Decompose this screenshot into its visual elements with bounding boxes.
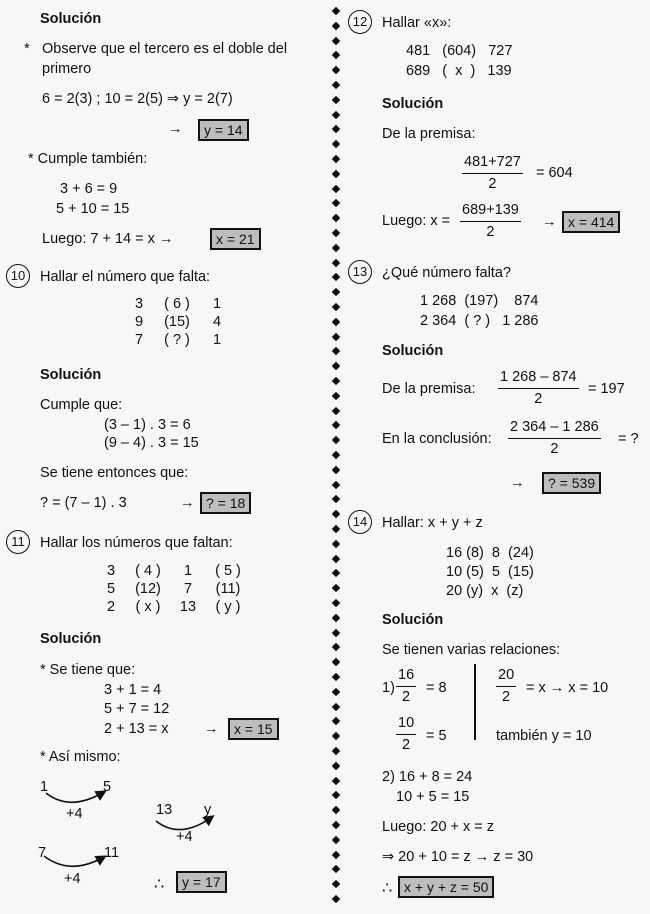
fraction-premise: $\frac{481+727}{2}$ — [464, 154, 521, 192]
cumple-que: Cumple que: — [40, 397, 123, 413]
arc-2-from: 13 — [156, 802, 173, 818]
divider-diamond — [332, 155, 340, 163]
solution-heading: Solución — [40, 367, 102, 383]
sum-line-1: 3 + 6 = 9 — [60, 181, 118, 197]
divider-diamond — [332, 584, 340, 592]
answer-box-q18: ? = 18 — [200, 492, 251, 514]
divider-diamond — [332, 362, 340, 370]
divider-diamond — [332, 214, 340, 222]
divider-diamond — [332, 406, 340, 414]
divider-diamond — [332, 732, 340, 740]
divider-diamond — [332, 791, 340, 799]
observation-line-2: primero — [42, 61, 92, 77]
table-row: 7 ( ? ) 1 — [134, 332, 222, 348]
divider-diamond — [332, 110, 340, 118]
solution-heading: Solución — [382, 343, 444, 359]
asi-mismo: * Así mismo: — [40, 749, 121, 765]
divider-diamond — [332, 140, 340, 148]
arrow-symbol: → — [510, 475, 525, 491]
luego-x-label: Luego: x = — [382, 213, 451, 229]
divider-diamond — [332, 36, 340, 44]
premise-label: De la premisa: — [382, 381, 476, 397]
solution-heading: Solución — [382, 612, 444, 628]
also-heading: * Cumple también: — [28, 151, 148, 167]
arc-arrow-3 — [44, 856, 104, 866]
step-line-1: 3 + 1 = 4 — [104, 682, 162, 698]
arrow-symbol: → — [168, 121, 183, 137]
answer-box-sum: x + y + z = 50 — [398, 876, 494, 898]
answer-box-x414: x = 414 — [562, 211, 620, 233]
divider-diamond — [332, 332, 340, 340]
divider-diamond — [332, 199, 340, 207]
arc-1-from: 1 — [40, 779, 49, 795]
divider-diamond — [332, 658, 340, 666]
divider-diamond — [332, 421, 340, 429]
divider-diamond — [332, 66, 340, 74]
problem-number-13: 13 — [348, 260, 372, 284]
observation-line-1: Observe que el tercero es el doble del — [42, 41, 288, 57]
divider-diamond — [332, 569, 340, 577]
fraction-premise-result: = 197 — [588, 381, 625, 397]
arc-3-step: +4 — [64, 871, 81, 887]
divider-diamond — [332, 480, 340, 488]
answer-box-x15: x = 15 — [228, 718, 279, 740]
divider-diamond — [332, 392, 340, 400]
bullet-star: * — [24, 41, 30, 57]
relation-1-label: 1) — [382, 680, 395, 696]
divider-diamond — [332, 540, 340, 548]
equation-doubling: 6 = 2(3) ; 10 = 2(5) ⇒ y = 2(7) — [42, 91, 233, 107]
arc-1-step: +4 — [66, 806, 83, 822]
fraction-10-over-2: $\frac{10}{2}$ — [398, 715, 415, 753]
divider-diamond — [332, 628, 340, 636]
divider-diamond — [332, 880, 340, 888]
question-equation: ? = (7 – 1) . 3 — [40, 495, 127, 511]
sum-line-2: 5 + 10 = 15 — [56, 201, 130, 217]
solution-heading: Solución — [382, 96, 444, 112]
solution-heading: Solución — [40, 11, 102, 27]
problem-14-row-2: 10 (5) 5 (15) — [446, 564, 534, 580]
se-tiene: Se tiene entonces que: — [40, 465, 189, 481]
luego-z-line: Luego: 20 + x = z — [382, 819, 495, 835]
problem-12-row-1: 481 (604) 727 — [406, 43, 513, 59]
divider-diamond — [332, 96, 340, 104]
problem-13-statement: ¿Qué número falta? — [382, 265, 511, 281]
arc-3-to: 11 — [104, 845, 120, 861]
divider-diamond — [332, 702, 340, 710]
divider-diamond — [332, 776, 340, 784]
divider-diamond — [332, 717, 340, 725]
divider-diamond — [332, 762, 340, 770]
luego-line: Luego: 7 + 14 = x → — [42, 231, 174, 247]
fraction-conclusion-result: = ? — [618, 431, 639, 447]
relation-2-line-1: 2) 16 + 8 = 24 — [382, 769, 473, 785]
divider-diamond — [332, 229, 340, 237]
problem-number-10: 10 — [6, 264, 30, 288]
divider-diamond — [332, 510, 340, 518]
answer-box-y14: y = 14 — [198, 119, 249, 141]
premise-label: De la premisa: — [382, 126, 476, 142]
fraction-conclusion: $\frac{2 364 - 1 286}{2}$ — [510, 419, 599, 457]
divider-diamond — [332, 51, 340, 59]
problem-14-statement: Hallar: x + y + z — [382, 515, 483, 531]
fraction-premise: $\frac{1 268 - 874}{2}$ — [500, 369, 577, 407]
arc-2-to: y — [204, 802, 212, 818]
table-row: 9 (15) 4 — [134, 314, 222, 330]
arc-arrow-1 — [46, 792, 104, 802]
step-line-3: 2 + 13 = x — [104, 721, 169, 737]
arrow-symbol: → — [542, 214, 557, 230]
vertical-separator — [474, 664, 476, 740]
divider-diamond — [332, 688, 340, 696]
therefore-symbol: ∴ — [382, 880, 393, 897]
divider-diamond — [332, 318, 340, 326]
divider-diamond — [332, 258, 340, 266]
relation-2-line-2: 10 + 5 = 15 — [396, 789, 470, 805]
fraction-16-result: = 8 — [426, 680, 447, 696]
problem-10-statement: Hallar el número que falta: — [40, 269, 211, 285]
conclusion-label: En la conclusión: — [382, 431, 492, 447]
step-line-2: 5 + 7 = 12 — [104, 701, 170, 717]
calc-line-2: (9 – 4) . 3 = 15 — [104, 435, 199, 451]
divider-diamond — [332, 244, 340, 252]
divider-diamond — [332, 806, 340, 814]
fraction-20-over-2: $\frac{20}{2}$ — [498, 667, 515, 705]
therefore-symbol: ∴ — [154, 876, 165, 893]
divider-diamond — [332, 7, 340, 15]
divider-diamond — [332, 554, 340, 562]
problem-number-14: 14 — [348, 510, 372, 534]
se-tiene-que: * Se tiene que: — [40, 662, 136, 678]
problem-12-statement: Hallar «x»: — [382, 15, 452, 31]
fraction-premise-result: = 604 — [536, 165, 573, 181]
divider-diamond — [332, 850, 340, 858]
answer-box-q539: ? = 539 — [542, 472, 601, 494]
arc-arrow-2 — [156, 817, 212, 830]
calc-line-1: (3 – 1) . 3 = 6 — [104, 417, 191, 433]
table-row: 3 ( 4 ) 1 ( 5 ) — [106, 563, 241, 579]
arrow-symbol: → — [204, 721, 219, 737]
problem-11-statement: Hallar los números que faltan: — [40, 535, 233, 551]
problem-12-row-2: 689 ( x ) 139 — [406, 63, 512, 79]
problem-14-row-3: 20 (y) x (z) — [446, 583, 524, 599]
divider-diamond — [332, 895, 340, 903]
problem-number-11: 11 — [6, 530, 30, 554]
fraction-10-result: = 5 — [426, 728, 447, 744]
divider-diamond — [332, 170, 340, 178]
answer-box-x21: x = 21 — [210, 228, 261, 250]
table-row: 2 ( x ) 13 ( y ) — [106, 599, 241, 615]
divider-diamond — [332, 125, 340, 133]
fraction-20-result: = x → x = 10 — [526, 680, 609, 696]
table-row: 5 (12) 7 (11) — [106, 581, 241, 597]
divider-diamond — [332, 836, 340, 844]
arc-3-from: 7 — [38, 845, 47, 861]
implies-line: ⇒ 20 + 10 = z → z = 30 — [382, 849, 534, 865]
tambien-line: también y = 10 — [496, 728, 592, 744]
divider-diamond — [332, 821, 340, 829]
divider-diamond — [332, 865, 340, 873]
solution-heading: Solución — [40, 631, 102, 647]
divider-diamond — [332, 22, 340, 30]
table-row: 3 ( 6 ) 1 — [134, 296, 222, 312]
divider-diamond — [332, 525, 340, 533]
divider-diamond — [332, 184, 340, 192]
divider-diamond — [332, 673, 340, 681]
problem-14-row-1: 16 (8) 8 (24) — [446, 545, 534, 561]
problem-13-row-1: 1 268 (197) 874 — [420, 293, 539, 309]
fraction-16-over-2: $\frac{16}{2}$ — [398, 667, 415, 705]
problem-number-12: 12 — [348, 10, 372, 34]
divider-diamond — [332, 643, 340, 651]
divider-diamond — [332, 747, 340, 755]
relations-label: Se tienen varias relaciones: — [382, 642, 561, 658]
arrow-symbol: → — [180, 495, 195, 511]
divider-diamond — [332, 451, 340, 459]
divider-diamond — [332, 273, 340, 281]
divider-diamond — [332, 347, 340, 355]
divider-diamond — [332, 436, 340, 444]
divider-diamond — [332, 377, 340, 385]
arc-2-step: +4 — [176, 829, 193, 845]
fraction-conclusion: $\frac{689+139}{2}$ — [462, 202, 519, 240]
answer-box-y17: y = 17 — [176, 871, 227, 893]
problem-13-row-2: 2 364 ( ? ) 1 286 — [420, 313, 539, 329]
divider-diamond — [332, 466, 340, 474]
divider-diamond — [332, 599, 340, 607]
divider-diamond — [332, 303, 340, 311]
arc-1-to: 5 — [103, 779, 112, 795]
divider-diamond — [332, 614, 340, 622]
divider-diamond — [332, 288, 340, 296]
divider-diamond — [332, 495, 340, 503]
divider-diamond — [332, 81, 340, 89]
